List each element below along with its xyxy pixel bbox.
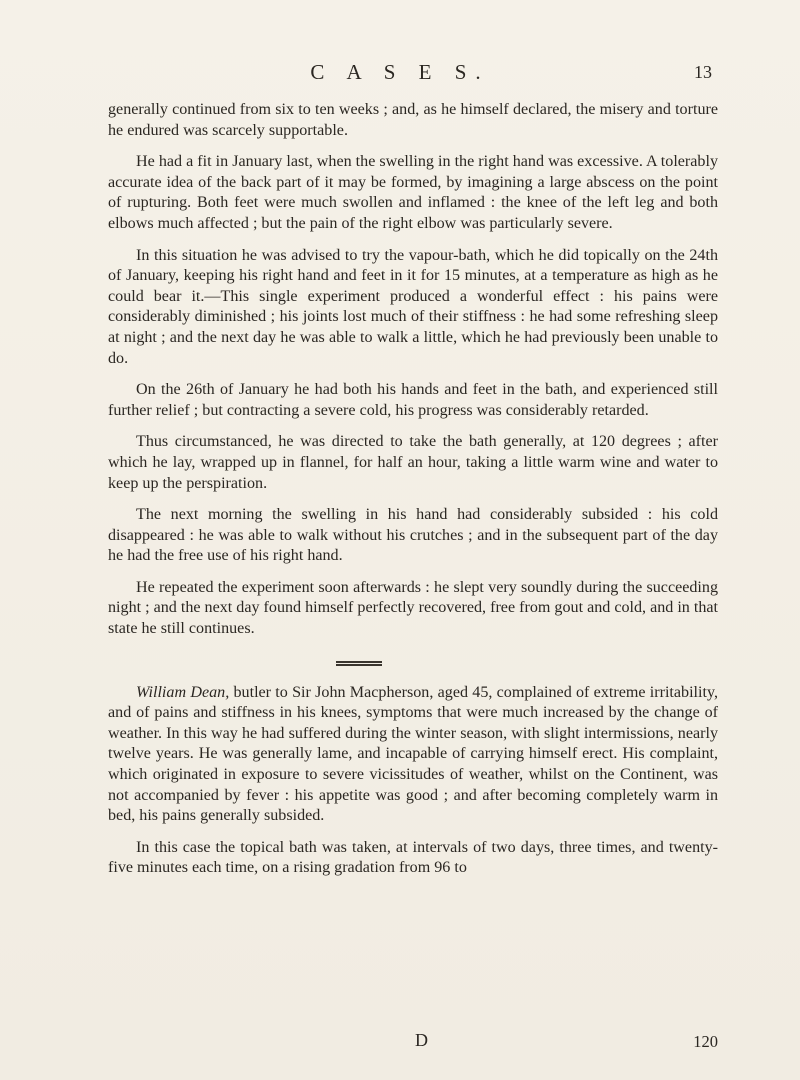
case-followup: In this case the topical bath was taken, at intervals of two days, three times, and twenty-five minutes each time, on a rising gradation from 96 to — [108, 838, 718, 877]
paragraph-2: He had a fit in January last, when the swelling in the right hand was excessive. A tolerably accurate idea of the back part of it may be formed, by imagining a large abscess on the point of rupturing. Both feet were much swollen and inflamed : the knee of the left leg and both elbows much affected ; but the pain of the right elbow was particularly severe. — [108, 153, 718, 232]
running-head — [0, 60, 800, 90]
paragraph-7: He repeated the experiment soon afterwards : he slept very soundly during the succeeding night ; and the next day found himself perfectly recovered, free from gout and cold, and in that state he still continues. — [108, 578, 719, 638]
page-footer — [108, 1030, 718, 1054]
signature-mark: D — [415, 1030, 428, 1050]
page-number: 13 — [694, 62, 712, 82]
section-divider-wrap — [108, 651, 718, 677]
case-patient-name: William Dean, — [136, 683, 230, 701]
section-divider — [336, 661, 382, 666]
paragraph-3: In this situation he was advised to try the vapour-bath, which he did topically on the 24th of January, keeping his right hand and feet in it for 15 minutes, at a temperature as high as he could bear it.—This single experiment produced a wonderful effect : his pains were considerably diminished ; his joints lost much of their stiffness : he had some refreshing sleep at night ; and the next day he was able to walk a little, which he had previously been unable to do. — [108, 246, 718, 367]
case-paragraph — [108, 683, 718, 827]
body-text — [108, 100, 718, 890]
paragraph-5: Thus circumstanced, he was directed to take the bath generally, at 120 degrees ; after which he lay, wrapped up in flannel, for half an hour, taking a little warm wine and water to keep up the perspiration. — [108, 433, 718, 492]
running-title: C A S E S. — [310, 60, 490, 84]
paragraph-6: The next morning the swelling in his hand had considerably subsided : his cold disappeared : he was able to walk without his crutches ; and in the subsequent part of the day he had the free use of his right hand. — [108, 506, 718, 565]
case-description: butler to Sir John Macpherson, aged 45, complained of extreme irritability, and of pains and stiffness in his knees, symptoms that were much increased by the change of weather. In this way he had suffered during the winter season, with slight intermissions, nearly twelve years. He was generally lame, and incapable of carrying himself erect. His complaint, which originated in exposure to severe vicissitudes of weather, whilst on the Continent, was not accompanied by fever : his appetite was good ; and after becoming completely warm in bed, his pains generally subsided. — [108, 683, 718, 825]
paragraph-1: generally continued from six to ten weeks ; and, as he himself declared, the misery and torture he endured was scarcely supportable. — [108, 101, 718, 139]
catchword: 120 — [693, 1032, 718, 1051]
paragraph-4: On the 26th of January he had both his hands and feet in the bath, and experienced still further relief ; but contracting a severe cold, his progress was considerably retarded. — [108, 381, 718, 419]
